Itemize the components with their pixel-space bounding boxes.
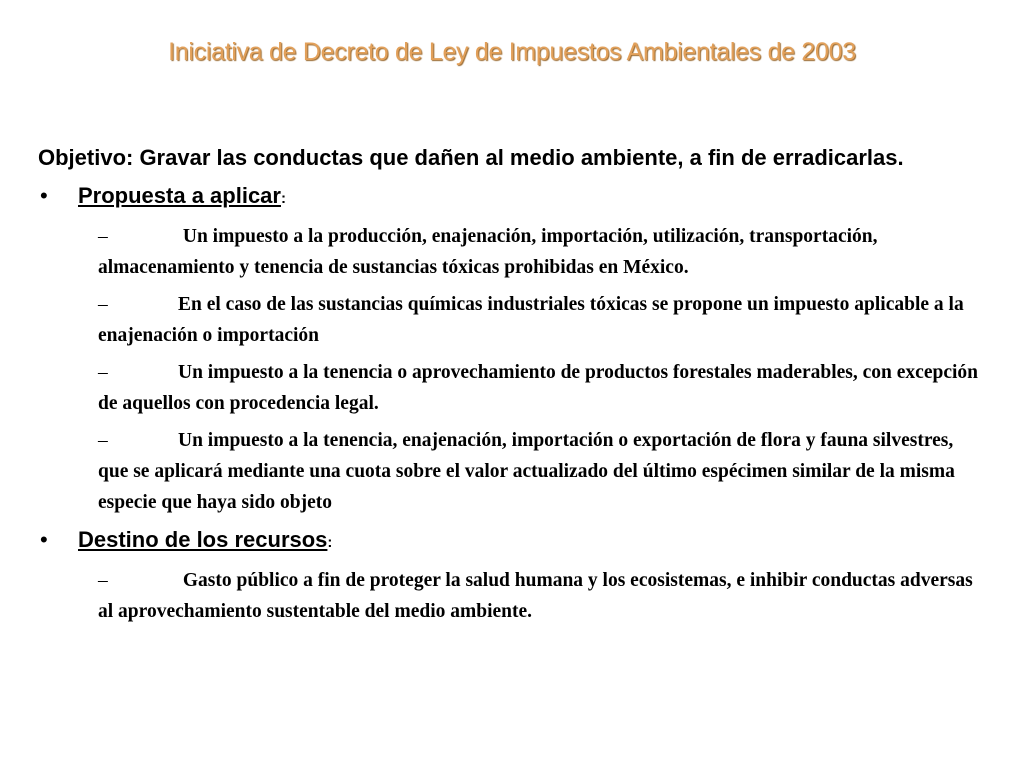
slide-title: Iniciativa de Decreto de Ley de Impuestos Ambientales de 2003 bbox=[168, 38, 856, 66]
bullet-heading-destino bbox=[78, 524, 998, 559]
heading-text: Destino de los recursos bbox=[78, 527, 328, 552]
sub-item-text: Un impuesto a la producción, enajenación, importación, utilización, transportación, almacenamiento y tenencia de sustancias tóxicas prohibidas en México. bbox=[98, 226, 878, 278]
sub-list-propuesta bbox=[98, 221, 978, 518]
dash-icon: – bbox=[98, 226, 108, 247]
objective-text: Objetivo: Gravar las conductas que dañen al medio ambiente, a fin de erradicarlas. bbox=[38, 145, 904, 170]
dash-icon: – bbox=[98, 362, 108, 383]
dash-icon: – bbox=[98, 430, 108, 451]
bullet-heading-propuesta bbox=[78, 180, 998, 215]
heading-colon: : bbox=[327, 534, 333, 551]
bullet-icon: • bbox=[40, 527, 48, 552]
sub-item-text: En el caso de las sustancias químicas industriales tóxicas se propone un impuesto aplicable a la enajenación o importación bbox=[98, 294, 964, 346]
dash-icon: – bbox=[98, 294, 108, 315]
slide-body bbox=[38, 142, 998, 633]
bullet-propuesta bbox=[38, 180, 998, 215]
dash-icon: – bbox=[98, 570, 108, 591]
sub-item bbox=[98, 289, 978, 351]
sub-list-destino bbox=[98, 565, 978, 627]
heading-colon: : bbox=[280, 190, 286, 207]
sub-item bbox=[98, 425, 978, 518]
bullet-icon: • bbox=[40, 183, 48, 208]
sub-item bbox=[98, 565, 978, 627]
heading-text: Propuesta a aplicar bbox=[78, 183, 281, 208]
sub-item bbox=[98, 357, 978, 419]
sub-item bbox=[98, 221, 978, 283]
sub-item-text: Gasto público a fin de proteger la salud humana y los ecosistemas, e inhibir conductas adversas al aprovechamiento sustentable del medio ambiente. bbox=[98, 570, 973, 622]
sub-item-text: Un impuesto a la tenencia, enajenación, importación o exportación de flora y fauna silvestres, que se aplicará mediante una cuota sobre el valor actualizado del último espécimen similar de la misma especie que haya sido objeto bbox=[98, 430, 955, 513]
bullet-destino bbox=[38, 524, 998, 559]
sub-item-text: Un impuesto a la tenencia o aprovechamiento de productos forestales maderables, con excepción de aquellos con procedencia legal. bbox=[98, 362, 978, 414]
